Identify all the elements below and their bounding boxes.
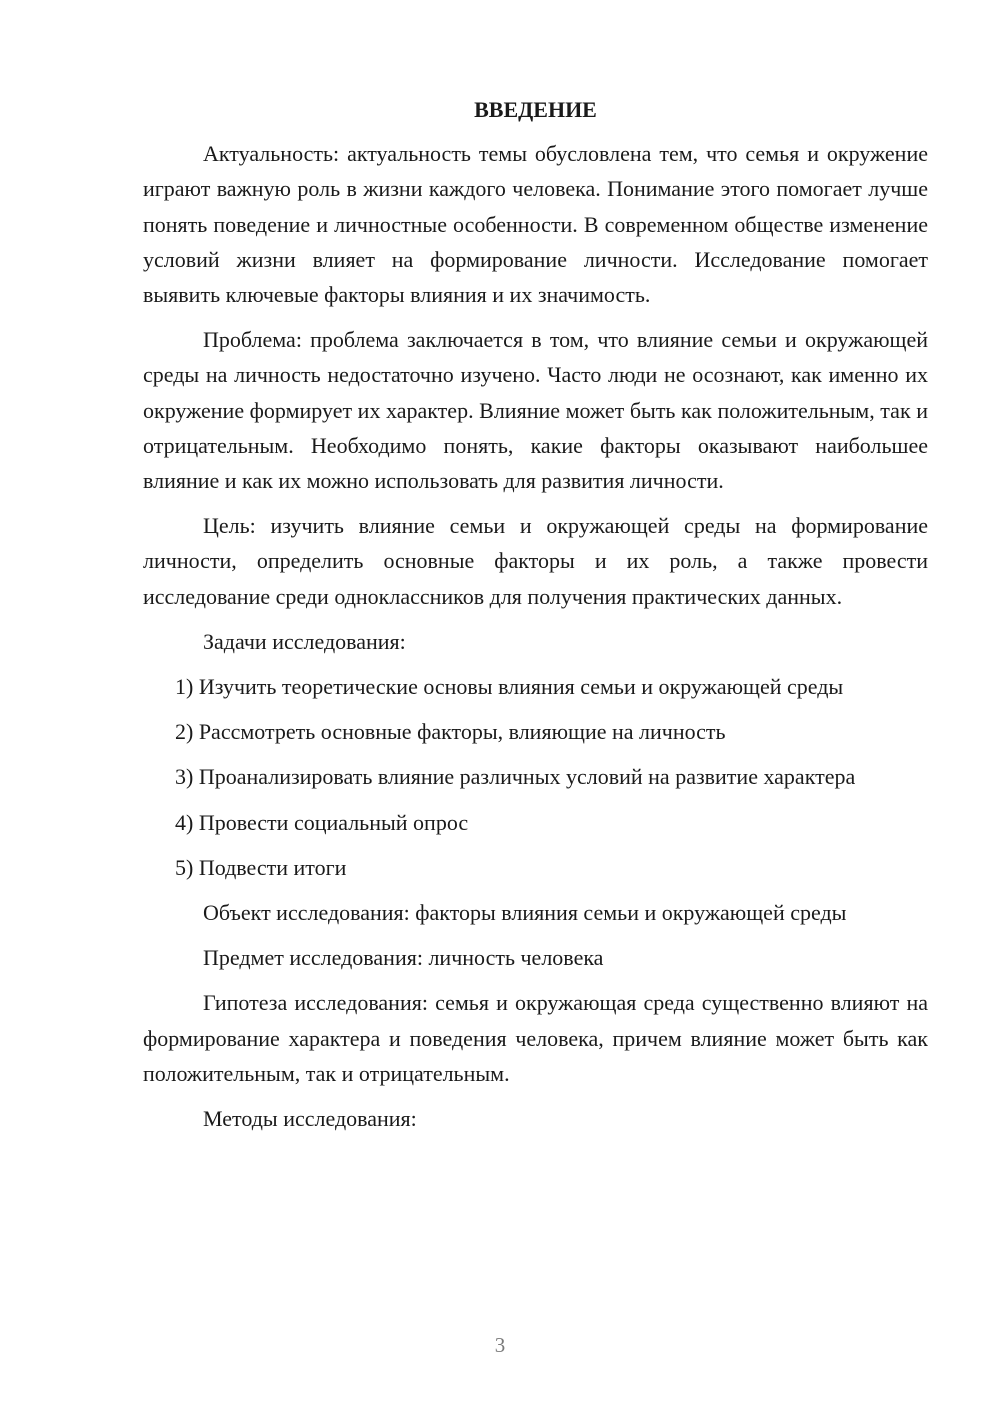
- paragraph-subject: Предмет исследования: личность человека: [203, 945, 604, 971]
- paragraph-problem: Проблема: проблема заключается в том, что влияние семьи и окружающей среды на личность недостаточно изучено. Часто люди не осознают, как именно их окружение формирует их характер. Влияние может быть как положительным, так и отрицательным. Необходимо понять, какие факторы оказывают наибольшее влияние и как их можно использовать для развития личности.: [143, 327, 928, 494]
- section-heading: ВВЕДЕНИЕ: [474, 97, 597, 122]
- paragraph-goal: Цель: изучить влияние семьи и окружающей среды на формирование личности, определить основные факторы и их роль, а также провести исследование среди одноклассников для получения практических данных.: [143, 513, 928, 609]
- paragraph-hypothesis: Гипотеза исследования: семья и окружающая среда существенно влияют на формирование характера и поведения человека, причем влияние может быть как положительным, так и отрицательным.: [143, 990, 928, 1086]
- task-item: 5) Подвести итоги: [175, 854, 347, 880]
- task-item: 4) Провести социальный опрос: [175, 809, 469, 835]
- page-number: 3: [494, 1333, 506, 1357]
- paragraph-object: Объект исследования: факторы влияния семьи и окружающей среды: [203, 900, 847, 926]
- task-item: 3) Проанализировать влияние различных условий на развитие характера: [175, 764, 856, 790]
- tasks-title: Задачи исследования:: [203, 628, 406, 654]
- document-page: [143, 92, 928, 1146]
- task-item: 1) Изучить теоретические основы влияния семьи и окружающей среды: [175, 674, 844, 700]
- task-item: 2) Рассмотреть основные факторы, влияющие на личность: [175, 719, 726, 745]
- paragraph-relevance: Актуальность: актуальность темы обусловлена тем, что семья и окружение играют важную роль в жизни каждого человека. Понимание этого помогает лучше понять поведение и личностные особенности. В современном обществе изменение условий жизни влияет на формирование личности. Исследование помогает выявить ключевые факторы влияния и их значимость.: [143, 141, 928, 308]
- methods-title: Методы исследования:: [203, 1106, 417, 1132]
